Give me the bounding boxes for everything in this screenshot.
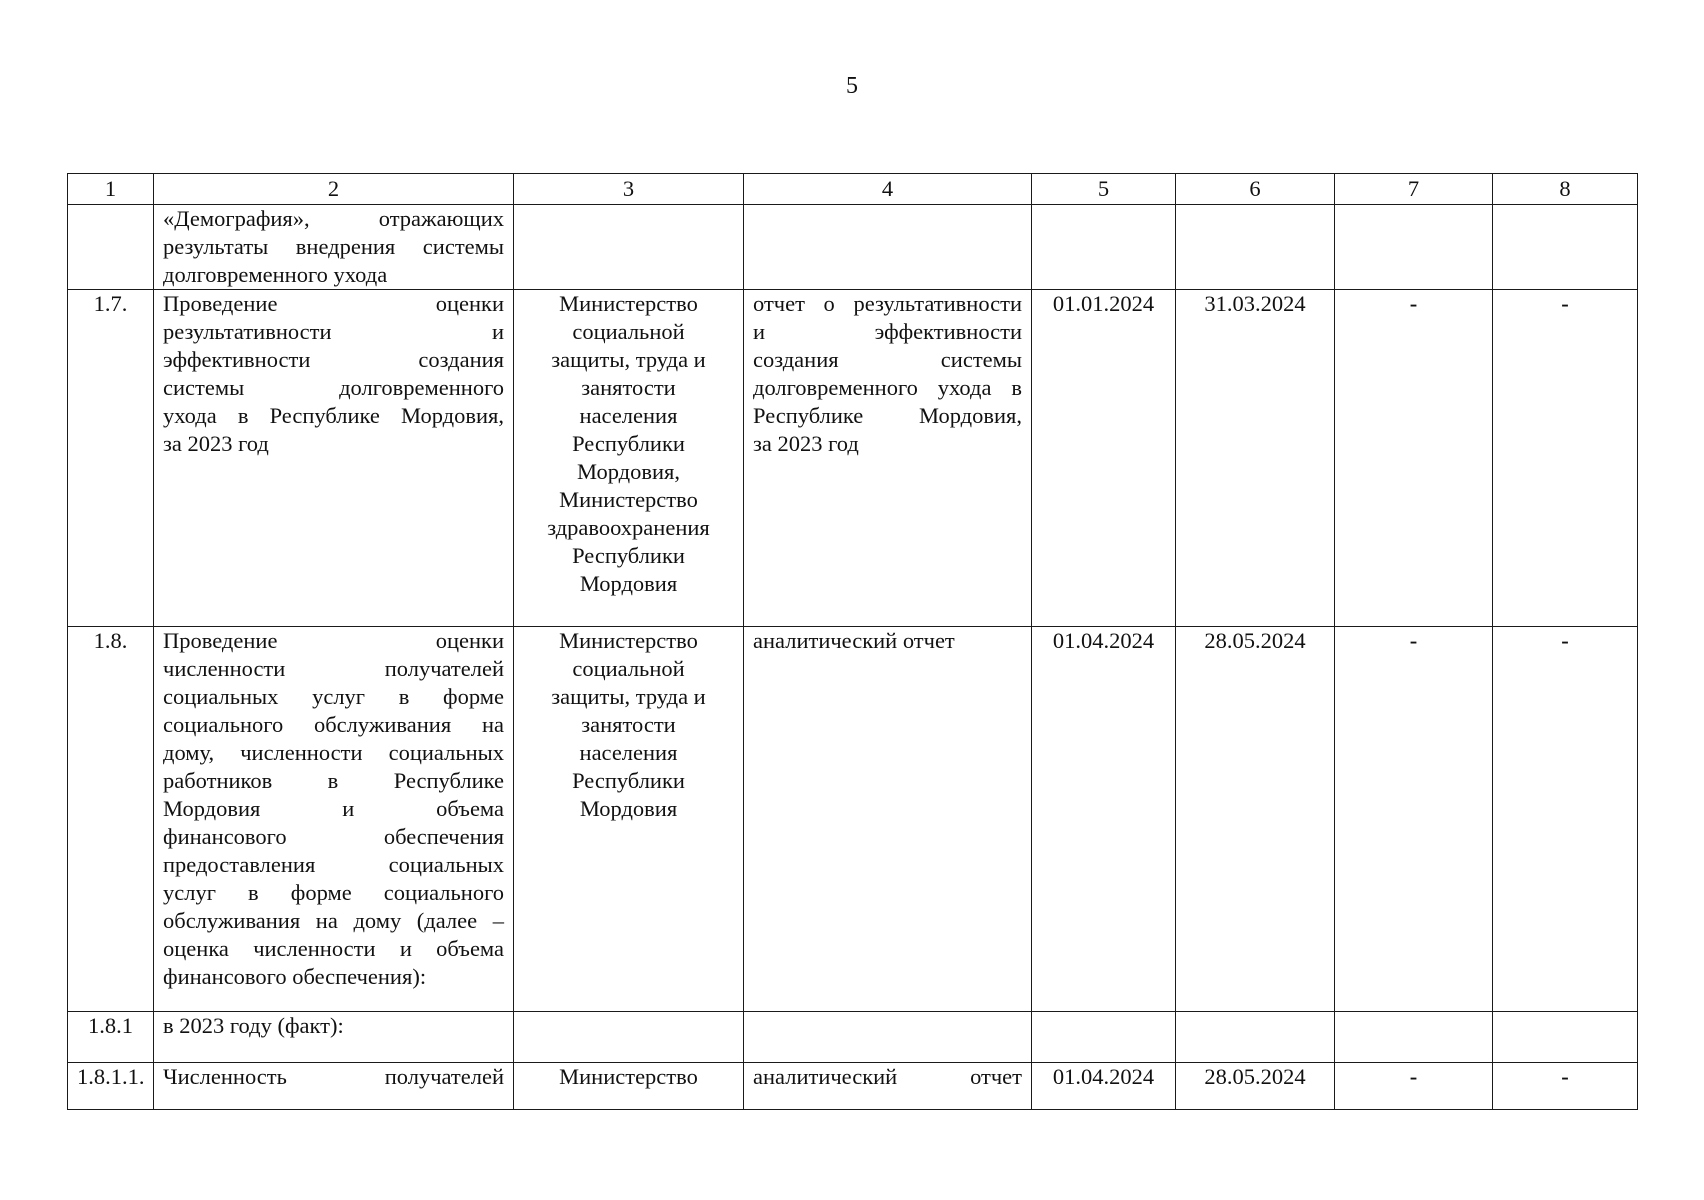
text-line: эффективности создания (163, 347, 504, 372)
text-line: населения (579, 403, 678, 428)
text-line: результативности и (163, 319, 504, 344)
end-date (1176, 205, 1335, 290)
text-line: Республики (572, 543, 685, 568)
header-cell-7: 7 (1335, 174, 1493, 205)
text-line: предоставления социальных (163, 852, 504, 877)
text-line: социальной (572, 319, 685, 344)
header-cell-6: 6 (1176, 174, 1335, 205)
text-line: за 2023 год (163, 431, 269, 456)
text-line: Проведение оценки (163, 628, 504, 653)
text-line: Министерство (559, 628, 698, 653)
text-line: защиты, труда и (551, 684, 706, 709)
text-line: занятости (581, 712, 676, 737)
text-line: долговременного ухода (163, 262, 388, 287)
text-line: «Демография», отражающих (163, 206, 504, 231)
text-line: и эффективности (753, 319, 1022, 344)
text-line: защиты, труда и (551, 347, 706, 372)
text-line: социальной (572, 656, 685, 681)
header-cell-2: 2 (154, 174, 514, 205)
text-line: результаты внедрения системы (163, 234, 504, 259)
text-line: социальных услуг в форме (163, 684, 504, 709)
result-cell (744, 290, 1032, 627)
text-line: Мордовия, (577, 459, 680, 484)
text-line: Численность получателей (163, 1064, 504, 1089)
text-line: численности получателей (163, 656, 504, 681)
text-line: системы долговременного (163, 375, 504, 400)
col8-cell (1493, 205, 1638, 290)
row-number: 1.8.1.1. (68, 1063, 154, 1110)
text-line: здравоохранения (547, 515, 710, 540)
col8-cell (1493, 1012, 1638, 1063)
text-line: занятости (581, 375, 676, 400)
row-number: 1.7. (68, 290, 154, 627)
col7-cell: - (1335, 1063, 1493, 1110)
text-line: финансового обеспечения (163, 824, 504, 849)
text-line: Республики (572, 768, 685, 793)
responsible-cell (514, 1012, 744, 1063)
col7-cell: - (1335, 290, 1493, 627)
text-line: Мордовия (579, 796, 678, 821)
text-line: финансового обеспечения): (163, 964, 427, 989)
text-line: услуг в форме социального (163, 880, 504, 905)
text-line: в 2023 году (факт): (163, 1013, 344, 1038)
row-number: 1.8. (68, 627, 154, 1012)
measure-description (154, 290, 514, 627)
table-row (68, 1063, 1638, 1110)
text-line: работников в Республике (163, 768, 504, 793)
text-line: аналитический отчет (753, 1064, 1022, 1089)
plan-table (67, 173, 1638, 1110)
table-row (68, 205, 1638, 290)
table-row (68, 1012, 1638, 1063)
header-cell-5: 5 (1032, 174, 1176, 205)
text-line: Мордовия (579, 571, 678, 596)
col7-cell: - (1335, 627, 1493, 1012)
text-line: дому, численности социальных (163, 740, 504, 765)
text-line: создания системы (753, 347, 1022, 372)
end-date: 28.05.2024 (1176, 627, 1335, 1012)
responsible-cell (514, 1063, 744, 1110)
text-line: Мордовия и объема (163, 796, 504, 821)
table-header-row (68, 174, 1638, 205)
header-cell-8: 8 (1493, 174, 1638, 205)
text-line: отчет о результативности (753, 291, 1022, 316)
text-line: оценка численности и объема (163, 936, 504, 961)
col8-cell: - (1493, 627, 1638, 1012)
col7-cell (1335, 205, 1493, 290)
text-line: Министерство (559, 487, 698, 512)
header-cell-3: 3 (514, 174, 744, 205)
responsible-cell (514, 290, 744, 627)
end-date: 31.03.2024 (1176, 290, 1335, 627)
text-line: населения (579, 740, 678, 765)
text-line: долговременного ухода в (753, 375, 1022, 400)
text-line: Республики (572, 431, 685, 456)
header-cell-1: 1 (68, 174, 154, 205)
measure-description (154, 627, 514, 1012)
start-date: 01.04.2024 (1032, 627, 1176, 1012)
col8-cell: - (1493, 290, 1638, 627)
start-date: 01.01.2024 (1032, 290, 1176, 627)
text-line: обслуживания на дому (далее – (163, 908, 504, 933)
table-row (68, 290, 1638, 627)
header-cell-4: 4 (744, 174, 1032, 205)
page-number: 5 (846, 73, 858, 99)
start-date (1032, 1012, 1176, 1063)
table-row (68, 627, 1638, 1012)
text-line: Министерство (559, 1064, 698, 1089)
start-date (1032, 205, 1176, 290)
measure-description (154, 205, 514, 290)
result-cell (744, 205, 1032, 290)
text-line: социального обслуживания на (163, 712, 504, 737)
col8-cell: - (1493, 1063, 1638, 1110)
measure-description (154, 1063, 514, 1110)
end-date (1176, 1012, 1335, 1063)
measure-description (154, 1012, 514, 1063)
end-date: 28.05.2024 (1176, 1063, 1335, 1110)
col7-cell (1335, 1012, 1493, 1063)
text-line: ухода в Республике Мордовия, (163, 403, 504, 428)
text-line: за 2023 год (753, 431, 859, 456)
text-line: Республике Мордовия, (753, 403, 1022, 428)
result-cell (744, 1063, 1032, 1110)
start-date: 01.04.2024 (1032, 1063, 1176, 1110)
row-number (68, 205, 154, 290)
result-cell (744, 627, 1032, 1012)
row-number: 1.8.1 (68, 1012, 154, 1063)
text-line: Проведение оценки (163, 291, 504, 316)
result-cell (744, 1012, 1032, 1063)
text-line: Министерство (559, 291, 698, 316)
text-line: аналитический отчет (753, 628, 955, 653)
responsible-cell (514, 627, 744, 1012)
responsible-cell (514, 205, 744, 290)
